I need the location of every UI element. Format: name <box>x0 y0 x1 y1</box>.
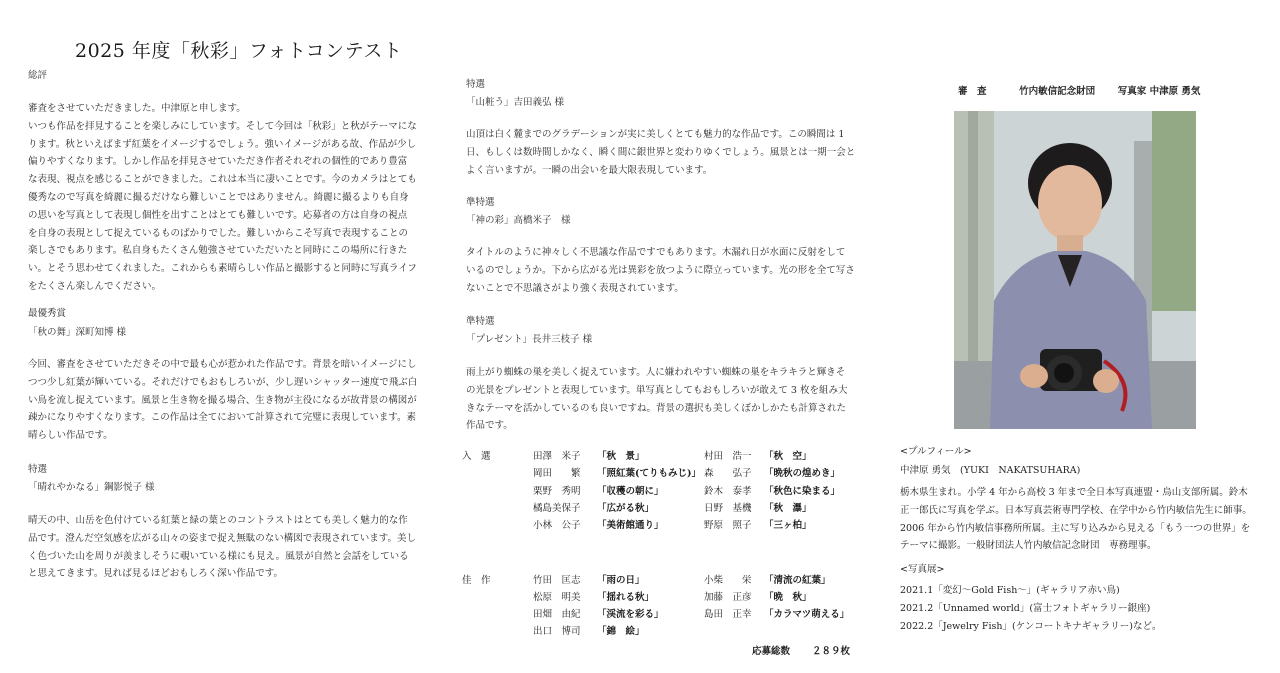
entry-work: 「収穫の朝に」 <box>597 486 664 497</box>
top-award-line: 疎かになりやすくなります。この作品は全てにおいて計算されて完璧に表現しています。素 <box>28 412 416 424</box>
entry-work: 「晩 秋」 <box>764 592 812 603</box>
judge-line <box>958 83 1200 97</box>
semi1-body <box>466 244 876 297</box>
entry-work: 「清流の紅葉」 <box>764 575 831 586</box>
profile-line: 正一郎氏に写真を学ぶ。日本写真芸術専門学校、在学中から竹内敏信先生に師事。 <box>900 504 1252 516</box>
entry-work: 「カラマツ萌える」 <box>764 609 850 620</box>
special2-heading: 特選 <box>466 79 486 90</box>
review-line: い。とそう思わせてくれました。これからも素晴らしい作品と撮影すると同時に写真ライフ <box>28 263 417 275</box>
top-award-line: い鳥を流し捉えています。風景と生き物を撮る場合、生き物が主役になるが故背景の構図が <box>28 394 417 406</box>
profile-name: 中津原 勇気 (YUKI NAKATSUHARA) <box>900 465 1081 476</box>
top-award-line: つつ少し紅葉が輝いている。それだけでもおもしろいが、少し遅いシャッター速度で飛ぶ白 <box>28 376 418 388</box>
profile-body <box>900 484 1252 555</box>
semi1-line: ないことで不思議さがより強く表現されています。 <box>466 282 684 294</box>
entry-work: 「晩秋の煌めき」 <box>764 468 841 479</box>
semi2-work: 「プレゼント」長井三枝子 様 <box>466 334 593 345</box>
entry-name: 小林 公子 <box>533 520 581 531</box>
review-line: 偏りやすくなります。しかし作品を拝見させていただき作者それぞれの個性的であり豊富 <box>28 156 408 168</box>
semi1-heading: 準特選 <box>466 197 495 208</box>
special2-line: 山頂は白く麓までのグラデーションが実に美しくとても魅力的な作品です。この瞬間は 1 <box>466 129 845 140</box>
kasaku-label-text: 佳 作 <box>462 575 491 586</box>
profile-line: 栃木県生まれ。小学 4 年から高校 3 年まで全日本写真連盟・烏山支部所属。鈴木 <box>900 487 1248 498</box>
review-line: な表現、視点を感じることができました。これは本当に凄いことです。今のカメラはとても <box>28 174 417 186</box>
special1-line: 品です。澄んだ空気感を広がる山々の姿まで捉え無駄のない構図で表現されています。美し <box>28 532 416 544</box>
entry-name: 橘島美保子 <box>533 503 581 514</box>
special2-body <box>466 126 876 179</box>
nyusen-label-text: 入 選 <box>462 451 491 462</box>
review-line: の思いを写真として表現し個性を出すことはとても難しいです。応募者の方は自身の視点 <box>28 209 408 221</box>
entry-name: 日野 基機 <box>704 503 752 514</box>
entry-work: 「揺れる秋」 <box>597 592 655 603</box>
exhibition-item: 2022.2「Jewelry Fish」(ケンコートキナギャラリー)など。 <box>900 620 1162 632</box>
judge-title: 写真家 中津原 勇気 <box>1117 86 1201 97</box>
judge-portrait-photo <box>954 111 1196 429</box>
entry-name: 野原 照子 <box>704 520 752 531</box>
special2-line: 日、もしくは数時間しかなく、瞬く間に銀世界と変わりゆくでしょう。風景とは一期一会と <box>466 146 856 158</box>
portrait-illustration <box>954 111 1196 429</box>
special2-work: 「山粧う」吉田義弘 様 <box>466 97 565 108</box>
special1-body <box>28 512 438 583</box>
entry-name: 松原 明美 <box>533 592 581 603</box>
review-line: をたくさん楽しんでください。 <box>28 280 162 292</box>
judge-org: 竹内敏信記念財団 <box>1019 86 1096 97</box>
entry-work: 「秋 景」 <box>597 451 645 462</box>
review-line: ります。秋といえばまず紅葉をイメージするでしょう。強いイメージがある故、作品が少し <box>28 138 417 150</box>
semi2-heading: 準特選 <box>466 316 495 327</box>
semi1-line: タイトルのように神々しく不思議な作品ですでもあります。木漏れ日が水面に反射をして <box>466 247 846 258</box>
review-body <box>28 100 438 296</box>
semi1-work: 「神の彩」高橋米子 様 <box>466 215 571 226</box>
top-award-body <box>28 356 438 445</box>
semi2-line: きなテーマを活かしているのも良いですね。背景の選択も美しくぼかしかたも計算された <box>466 402 847 414</box>
entry-name: 村田 浩一 <box>704 451 752 462</box>
top-award-heading: 最優秀賞 <box>28 308 67 319</box>
entry-work: 「照紅葉(てりもみじ)」 <box>597 468 701 479</box>
entry-name: 島田 正幸 <box>704 609 752 620</box>
entry-name: 田畑 由紀 <box>533 609 581 620</box>
review-line: 審査をさせていただきました。中津原と申します。 <box>28 103 246 114</box>
entry-name: 田澤 米子 <box>533 451 581 462</box>
review-line: いつも作品を拝見することを楽しみにしています。そして今回は「秋彩」と秋がテーマにな <box>28 120 417 132</box>
special1-line: く色づいた山を周りが羨ましそうに覗いている様にも見え。風景が自然と会話をしている <box>28 550 409 562</box>
profile-line: 2006 年から竹内敏信事務所所属。主に写り込みから見える「もう一つの世界」を <box>900 522 1251 534</box>
entry-work: 「広がる秋」 <box>597 503 655 514</box>
review-line: 優秀なので写真を綺麗に撮るだけなら難しいことではありません。綺麗に撮るよりも自身 <box>28 191 409 203</box>
semi2-line: の光景をプレゼントと表現しています。単写真としてもおもしろいが敢えて 3 枚を組み大 <box>466 384 848 396</box>
special1-line: と思えてきます。見れば見るほどおもしろく深い作品です。 <box>28 568 283 580</box>
total-count: ２８９枚 <box>812 646 851 657</box>
review-line: を自身の表現として捉えているものばかりでした。難しいからこそ写真で表現することの <box>28 227 409 239</box>
exhibitions-list <box>900 582 1161 635</box>
entry-work: 「渓流を彩る」 <box>597 609 664 620</box>
semi2-line: 雨上がり蜘蛛の巣を美しく捉えています。人に嫌われやすい蜘蛛の巣をキラキラと輝きそ <box>466 367 846 378</box>
entry-work: 「錦 絵」 <box>597 626 645 637</box>
entry-name: 森 弘子 <box>704 468 752 479</box>
entry-name: 岡田 繁 <box>533 468 581 479</box>
top-award-line: 晴らしい作品です。 <box>28 430 113 442</box>
review-line: 楽しさでもあります。私自身もたくさん勉強させていただいたと同時にこの場所に行きた <box>28 245 408 257</box>
total-label: 応募総数 <box>752 646 791 657</box>
exhibition-item: 2021.1「変幻～Gold Fish～」(ギャラリア赤い鳥) <box>900 585 1120 596</box>
entry-name: 竹田 匡志 <box>533 575 581 586</box>
entry-name: 栗野 秀明 <box>533 486 581 497</box>
judge-role: 審 査 <box>958 86 987 97</box>
profile-line: テーマに撮影。一般財団法人竹内敏信記念財団 専務理事。 <box>900 540 1157 552</box>
entry-name: 鈴木 泰孝 <box>704 486 752 497</box>
page-title: 2025 年度「秋彩」フォトコンテスト <box>75 40 403 62</box>
entry-name: 加藤 正彦 <box>704 592 752 603</box>
entry-name: 小柴 栄 <box>704 575 752 586</box>
special1-heading: 特選 <box>28 464 48 475</box>
review-heading: 総評 <box>28 70 48 81</box>
entry-work: 「秋 瀑」 <box>764 503 812 514</box>
semi2-line: 作品です。 <box>466 420 513 432</box>
special1-work: 「晴れやかなる」鋼影悦子 様 <box>28 482 155 493</box>
entry-work: 「美術館通り」 <box>597 520 664 531</box>
profile-heading: <プルフィール> <box>900 446 972 457</box>
semi2-body <box>466 364 876 435</box>
entry-work: 「雨の日」 <box>597 575 645 586</box>
top-award-line: 今回、審査をさせていただきその中で最も心が惹かれた作品です。背景を暗いイメージにし <box>28 359 417 370</box>
exhibition-item: 2021.2「Unnamed world」(富士フォトギャラリー銀座) <box>900 602 1151 614</box>
entry-work: 「秋 空」 <box>764 451 812 462</box>
entry-work: 「秋色に染まる」 <box>764 486 841 497</box>
special2-line: よく言いますが。一瞬の出会いを最大限表現しています。 <box>466 164 713 176</box>
special1-line: 晴天の中、山岳を色付けている紅葉と緑の葉とのコントラストはとても美しく魅力的な作 <box>28 515 408 526</box>
top-award-work: 「秋の舞」深町知博 様 <box>28 327 127 338</box>
semi1-line: いるのでしょうか。下から広がる光は異彩を放つように際立っています。光の形を全て写さ <box>466 264 855 276</box>
entry-work: 「三ヶ柏」 <box>764 520 812 531</box>
entry-name: 出口 博司 <box>533 626 581 637</box>
exhibitions-heading: <写真展> <box>900 564 945 575</box>
